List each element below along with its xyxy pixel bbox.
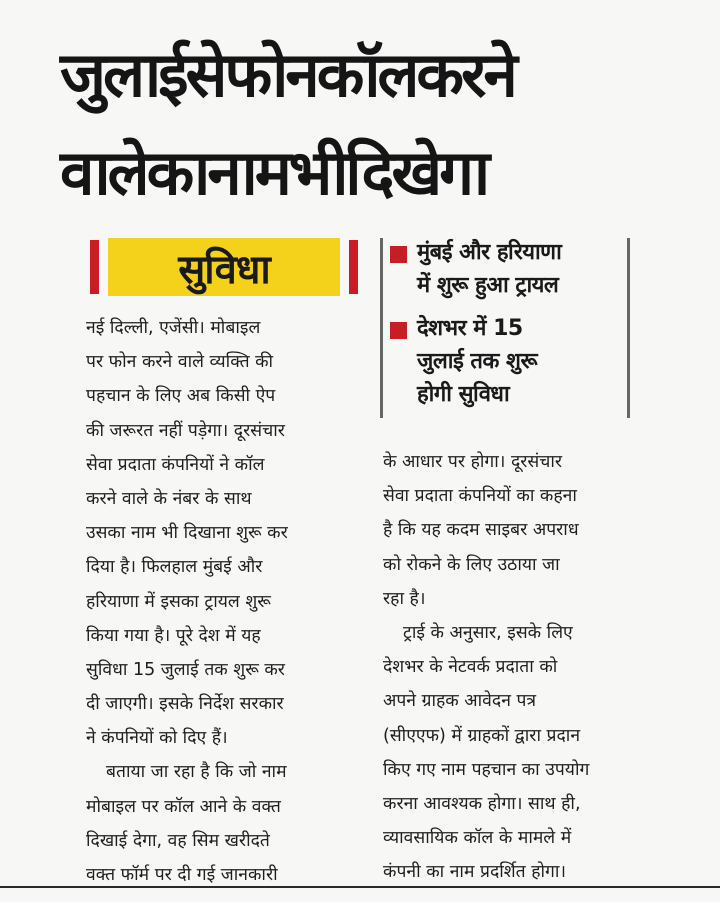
text-line: पर फोन करने वाले व्यक्ति की — [86, 352, 274, 373]
text-line: बताया जा रहा है कि जो नाम — [106, 762, 287, 783]
text-line: करना आवश्यक होगा। साथ ही, — [383, 793, 581, 814]
text-line: के आधार पर होगा। दूरसंचार — [383, 452, 563, 472]
text-line: की जरूरत नहीं पड़ेगा। दूरसंचार — [86, 420, 285, 441]
highlight-line: में शुरू हुआ ट्रायल — [417, 273, 559, 298]
text-line: कंपनी का नाम प्रदर्शित होगा। — [383, 862, 567, 883]
text-line: को रोकने के लिए उठाया जा — [383, 554, 560, 575]
text-line: नई दिल्ली, एजेंसी। मोबाइल — [86, 318, 261, 338]
bottom-rule — [0, 886, 720, 888]
highlight-text — [417, 236, 561, 302]
text-line: दिया है। फिलहाल मुंबई और — [86, 557, 263, 578]
highlights-right-bracket — [627, 238, 630, 418]
text-line: करने वाले के नंबर के साथ — [86, 488, 252, 509]
highlights-left-bracket — [380, 238, 383, 418]
badge-right-bar — [349, 240, 358, 294]
text-line: किए गए नाम पहचान का उपयोग — [383, 759, 590, 780]
highlights-box — [376, 232, 634, 432]
highlight-line: देशभर में 15 — [417, 316, 523, 341]
highlight-line: होगी सुविधा — [417, 382, 510, 407]
highlight-item — [390, 236, 616, 302]
text-line: (सीएएफ) में ग्राहकों द्वारा प्रदान — [383, 725, 581, 746]
text-line: रहा है। — [383, 588, 426, 609]
highlight-text — [417, 312, 537, 411]
badge-label: सुविधा — [178, 246, 270, 293]
text-line: देशभर के नेटवर्क प्रदाता को — [383, 657, 558, 678]
text-line: हरियाणा में इसका ट्रायल शुरू — [86, 591, 271, 612]
text-line: पहचान के लिए अब किसी ऐप — [86, 386, 276, 407]
text-line: ट्राई के अनुसार, इसके लिए — [403, 622, 573, 643]
headline-line-1: जुलाईसेफोनकॉलकरने — [60, 38, 515, 111]
badge-left-bar — [90, 240, 99, 294]
bullet-square-icon — [390, 322, 407, 339]
text-line: ने कंपनियों को दिए हैं। — [86, 728, 228, 749]
badge-box — [108, 238, 340, 296]
text-line: व्यावसायिक कॉल के मामले में — [383, 828, 572, 849]
text-line: दी जाएगी। इसके निर्देश सरकार — [86, 694, 284, 715]
article-left-column — [86, 311, 370, 892]
text-line: है कि यह कदम साइबर अपराध — [383, 520, 579, 541]
highlight-line: मुंबई और हरियाणा — [417, 240, 562, 265]
text-line: वक्त फॉर्म पर दी गई जानकारी — [86, 865, 278, 885]
text-line: दिखाई देगा, वह सिम खरीदते — [86, 830, 270, 851]
highlight-line: जुलाई तक शुरू — [417, 349, 538, 374]
text-line: किया गया है। पूरे देश में यह — [86, 625, 261, 646]
text-line: सेवा प्रदाता कंपनियों ने कॉल — [86, 454, 265, 475]
section-badge — [90, 238, 358, 296]
text-line: उसका नाम भी दिखाना शुरू कर — [86, 523, 288, 544]
highlight-item — [390, 312, 616, 411]
text-line: सुविधा 15 जुलाई तक शुरू कर — [86, 659, 285, 680]
text-line: सेवा प्रदाता कंपनियों का कहना — [383, 486, 577, 507]
article-right-column — [383, 445, 663, 889]
headline-line-2: वालेकानामभीदिखेगा — [60, 136, 488, 209]
text-line: मोबाइल पर कॉल आने के वक्त — [86, 796, 281, 817]
bullet-square-icon — [390, 246, 407, 263]
text-line: अपने ग्राहक आवेदन पत्र — [383, 691, 537, 712]
